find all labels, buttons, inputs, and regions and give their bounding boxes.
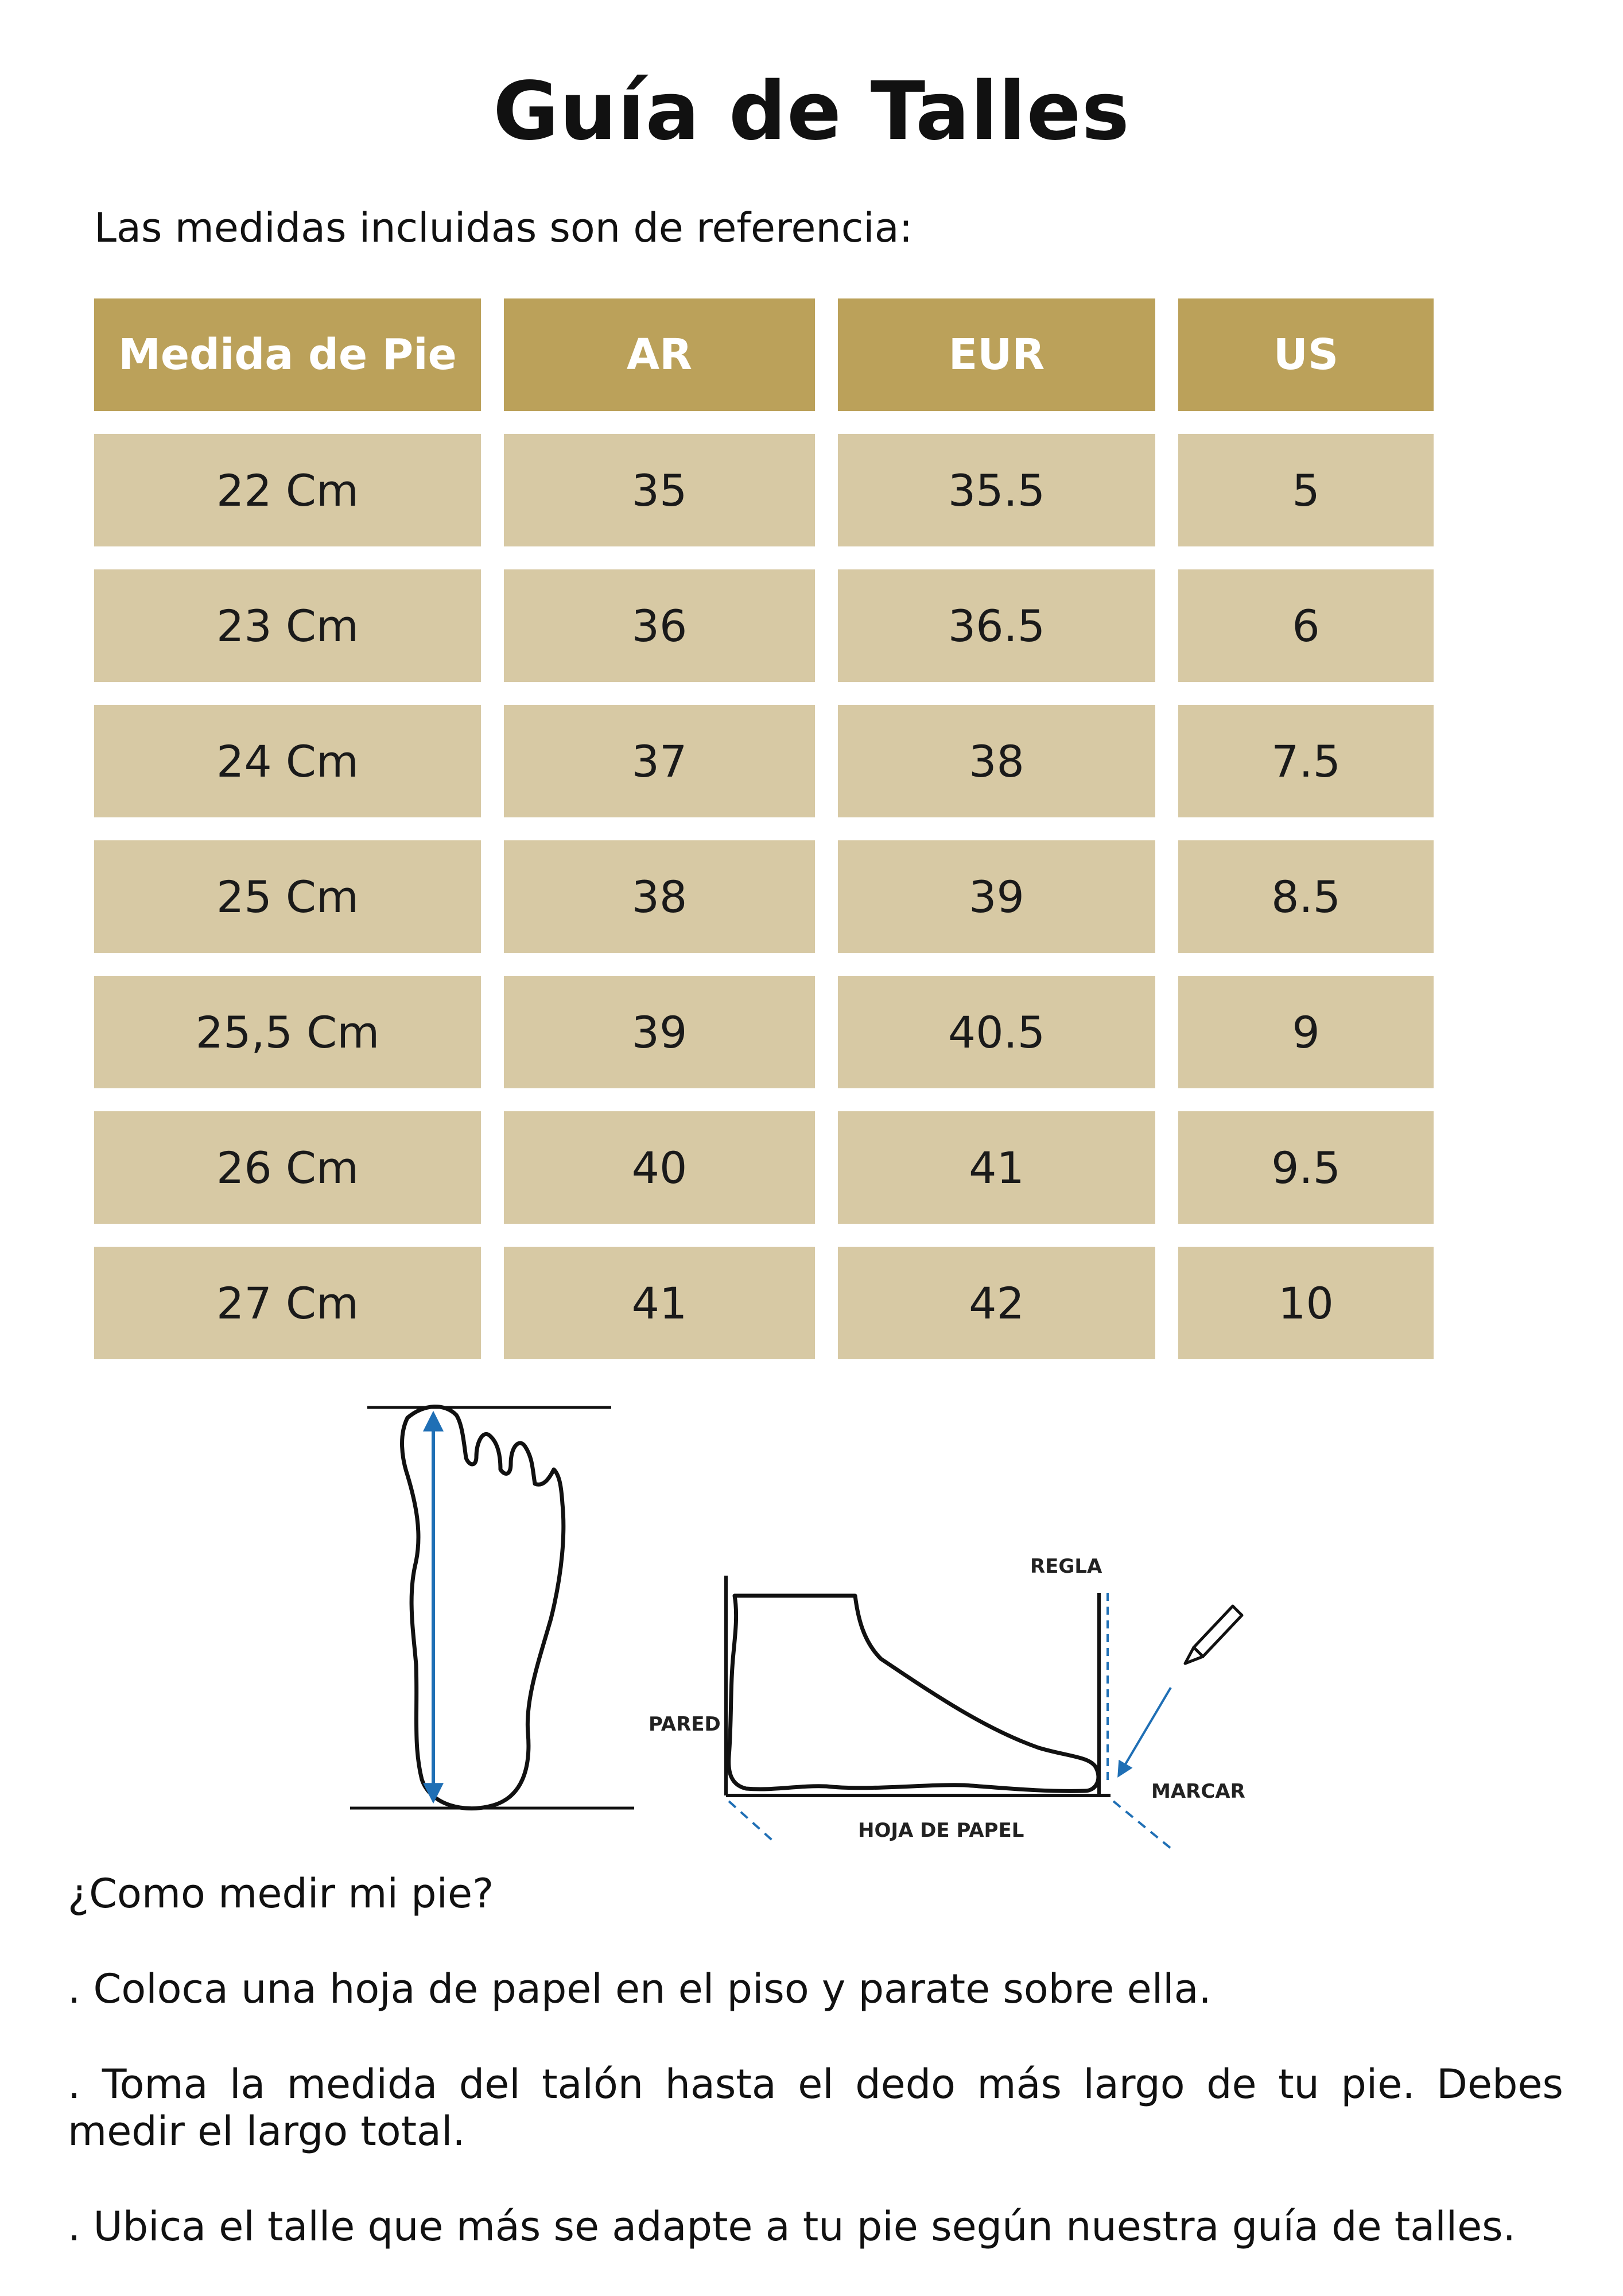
foot-top-view [350, 1407, 634, 1809]
table-cell: 10 [1178, 1247, 1434, 1359]
table-cell: 39 [838, 840, 1155, 953]
table-cell: 41 [838, 1111, 1155, 1224]
foot-side-view [649, 1555, 1245, 1848]
instructions-step-1: . Coloca una hoja de papel en el piso y parate sobre ella. [68, 1965, 1212, 2012]
table-cell: 7.5 [1178, 705, 1434, 817]
pencil-icon [1185, 1606, 1242, 1663]
table-cell: 42 [838, 1247, 1155, 1359]
table-cell: 9.5 [1178, 1111, 1434, 1224]
table-cell: 40.5 [838, 976, 1155, 1088]
table-cell: 25,5 Cm [94, 976, 481, 1088]
table-cell: 26 Cm [94, 1111, 481, 1224]
label-regla: REGLA [1030, 1555, 1102, 1578]
table-cell: 41 [504, 1247, 815, 1359]
table-cell: 24 Cm [94, 705, 481, 817]
table-cell: 22 Cm [94, 434, 481, 546]
instructions [68, 1870, 1563, 2250]
table-cell: 23 Cm [94, 569, 481, 682]
foot-measure-diagram [321, 1389, 1297, 1894]
table-cell: 8.5 [1178, 840, 1434, 953]
table-cell: 38 [838, 705, 1155, 817]
label-pared: PARED [649, 1713, 721, 1736]
instructions-step-3: . Ubica el talle que más se adapte a tu pie según nuestra guía de talles. [68, 2203, 1516, 2250]
table-cell: 35 [504, 434, 815, 546]
table-cell: 36 [504, 569, 815, 682]
label-marcar: MARCAR [1151, 1780, 1245, 1803]
intro-text: Las medidas incluidas son de referencia: [94, 204, 913, 251]
header-eur: EUR [838, 298, 1155, 411]
table-cell: 39 [504, 976, 815, 1088]
header-medida-de-pie: Medida de Pie [94, 298, 481, 411]
label-hoja-de-papel: HOJA DE PAPEL [858, 1819, 1024, 1842]
page-title: Guía de Talles [493, 65, 1130, 158]
table-cell: 27 Cm [94, 1247, 481, 1359]
table-cell: 6 [1178, 569, 1434, 682]
header-us: US [1178, 298, 1434, 411]
instructions-step-2: . Toma la medida del talón hasta el dedo más largo de tu pie. Debes medir el largo total. [68, 2061, 1563, 2155]
table-cell: 35.5 [838, 434, 1155, 546]
table-cell: 5 [1178, 434, 1434, 546]
table-cell: 40 [504, 1111, 815, 1224]
table-cell: 36.5 [838, 569, 1155, 682]
table-cell: 37 [504, 705, 815, 817]
instructions-question: ¿Como medir mi pie? [68, 1870, 494, 1917]
header-ar: AR [504, 298, 815, 411]
table-cell: 38 [504, 840, 815, 953]
table-cell: 25 Cm [94, 840, 481, 953]
table-cell: 9 [1178, 976, 1434, 1088]
